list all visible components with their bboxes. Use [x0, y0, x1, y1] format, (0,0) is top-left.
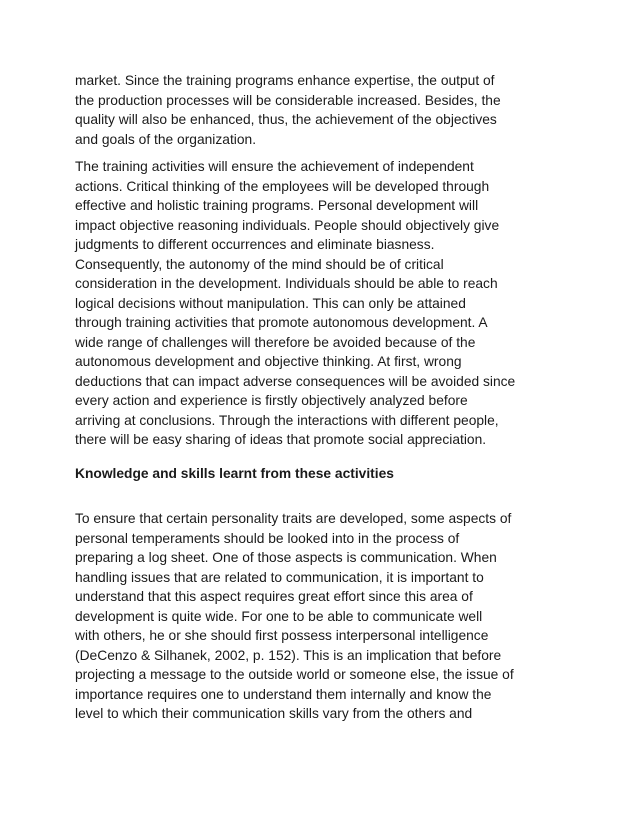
paragraph-training-activities: The training activities will ensure the achievement of independent actions. Critical thinking of the employees will be developed through effective and holistic training programs. Personal development will impact objective reasoning individuals. People should objectively give judgments to different occurrences and eliminate biasness. Consequently, the autonomy of the mind should be of critical consideration in the development. Individuals should be able to reach logical decisions without manipulation. This can only be attained through training activities that promote autonomous development. A wide range of challenges will therefore be avoided because of the autonomous development and objective thinking. At first, wrong deductions that can impact adverse consequences will be avoided since every action and experience is firstly objectively analyzed before arriving at conclusions. Through the interactions with different people, there will be easy sharing of ideas that promote social appreciation. [75, 159, 516, 447]
section-heading: Knowledge and skills learnt from these activities [75, 465, 394, 481]
document-body [75, 71, 571, 724]
paragraph-market-output: market. Since the training programs enhance expertise, the output of the production processes will be considerable increased. Besides, the quality will also be enhanced, thus, the achievement of the objectives and goals of the organization. [75, 73, 501, 147]
paragraph-personality-traits: To ensure that certain personality traits are developed, some aspects of personal temperaments should be looked into in the process of preparing a log sheet. One of those aspects is communication. When handling issues that are related to communication, it is important to understand that this aspect requires great effort since this area of development is quite wide. For one to be able to communicate well with others, he or she should first possess interpersonal intelligence (DeCenzo & Silhanek, 2002, p. 152). This is an implication that before projecting a message to the outside world or someone else, the issue of importance requires one to understand them internally and know the level to which their communication skills vary from the others and [75, 511, 514, 721]
